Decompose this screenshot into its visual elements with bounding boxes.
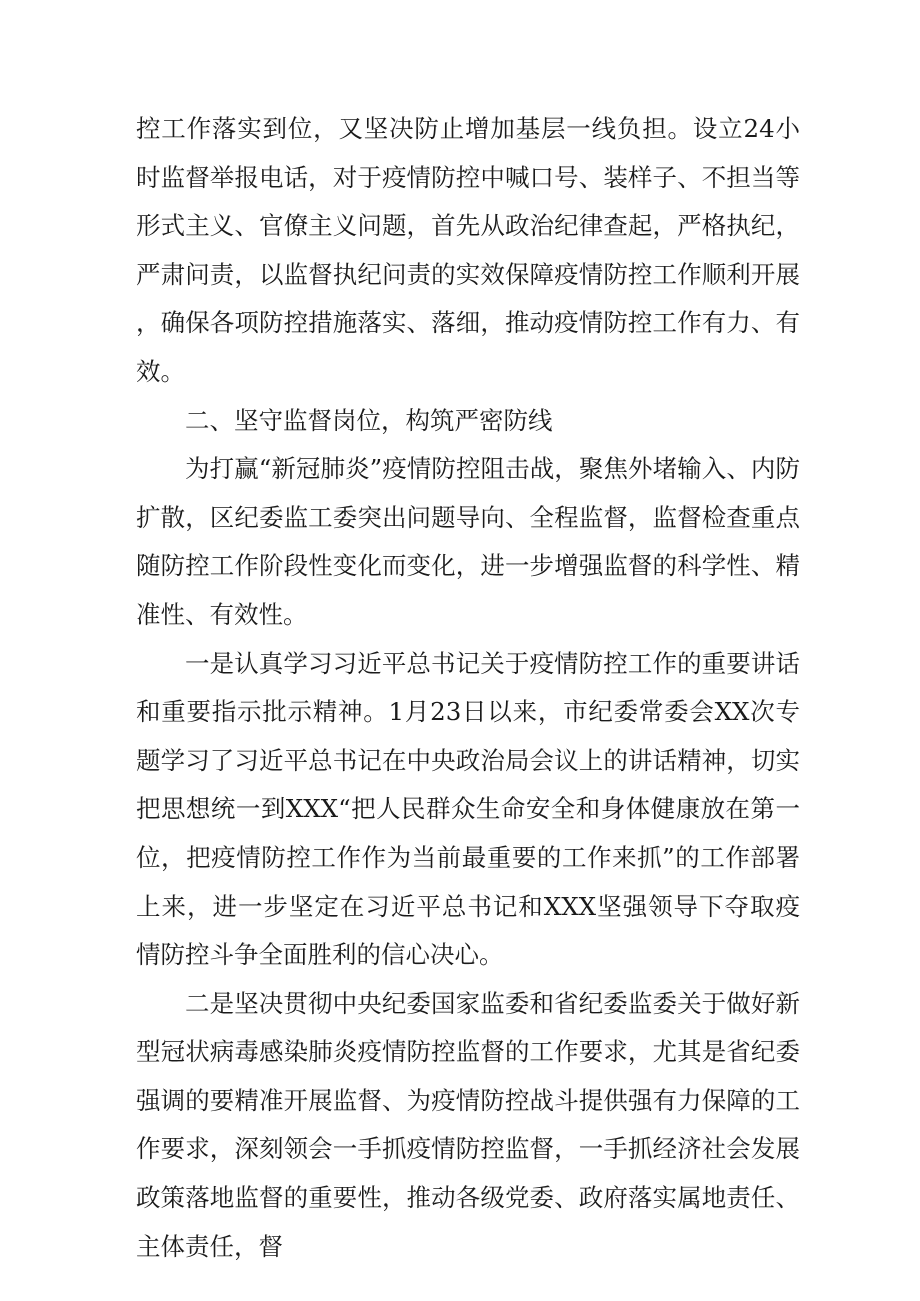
paragraph-intro: 为打赢“新冠肺炎”疫情防控阻击战，聚焦外堵输入、内防扩散，区纪委监工委突出问题导向、全程监督，监督检查重点随防控工作阶段性变化而变化，进一步增强监督的科学性、精准性、有效性。: [136, 454, 800, 629]
section-heading: 二、坚守监督岗位，构筑严密防线: [185, 405, 553, 435]
paragraph-continuation: 控工作落实到位，又坚决防止增加基层一线负担。设立24小时监督举报电话，对于疫情防控中喊口号、装样子、不担当等形式主义、官僚主义问题，首先从政治纪律查起，严格执纪，严肃问责，以监督执纪问责的实效保障疫情防控工作顺利开展，确保各项防控措施落实、落细，推动疫情防控工作有力、有效。: [136, 114, 800, 386]
paragraph-point-one: 一是认真学习习近平总书记关于疫情防控工作的重要讲话和重要指示批示精神。1月23日以来，市纪委常委会XX次专题学习了习近平总书记在中央政治局会议上的讲话精神，切实把思想统一到XXX“把人民群众生命安全和身体健康放在第一位，把疫情防控工作作为当前最重要的工作来抓”的工作部署上来，进一步坚定在习近平总书记和XXX坚强领导下夺取疫情防控斗争全面胜利的信心决心。: [136, 648, 800, 970]
document-body: [136, 105, 800, 1271]
paragraph-point-two: 二是坚决贯彻中央纪委国家监委和省纪委监委关于做好新型冠状病毒感染肺炎疫情防控监督的工作要求，尤其是省纪委强调的要精准开展监督、为疫情防控战斗提供强有力保障的工作要求，深刻领会一手抓疫情防控监督，一手抓经济社会发展政策落地监督的重要性，推动各级党委、政府落实属地责任、主体责任，督: [136, 988, 800, 1261]
